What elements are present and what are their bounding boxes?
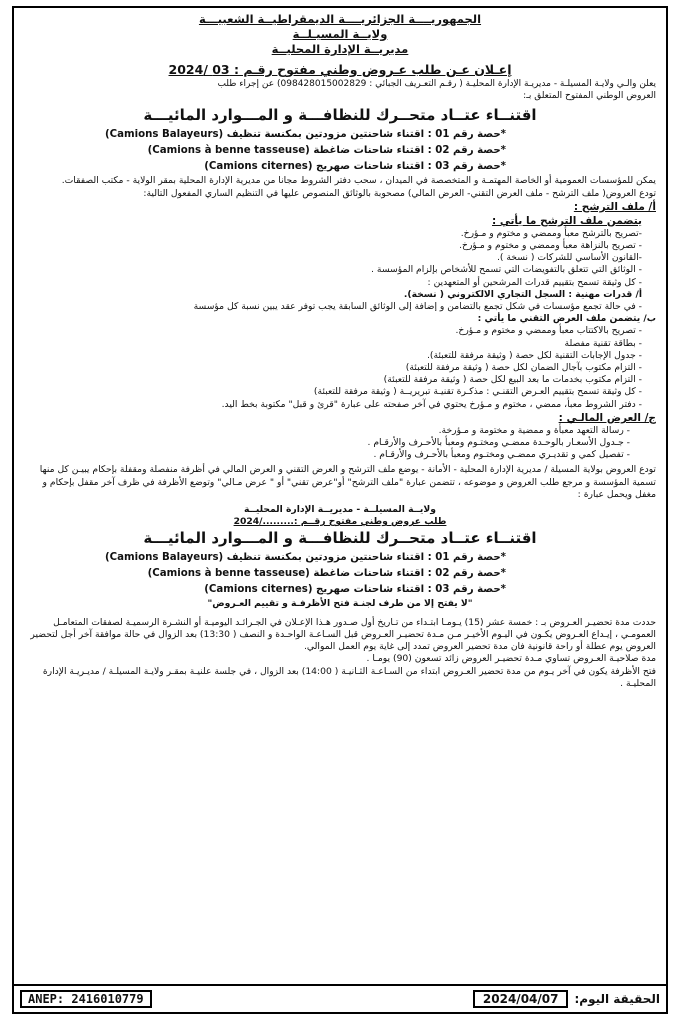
list-item: - جدول الإجابات التقنية لكل حصة ( وثيقة مرفقة للتعبئة). bbox=[426, 349, 642, 361]
list-item: - الوثائق التي تتعلق بالتفويضات التي تسمح للأشخاص بإلزام المؤسسة . bbox=[371, 264, 642, 276]
anep-reference: ANEP: 2416010779 bbox=[20, 990, 152, 1008]
section-a-heading: أ/ ملف الترشح : bbox=[573, 200, 656, 213]
list-item: - التزام مكتوب بآجال الضمان لكل حصة ( وثيقة مرفقة للتعبئة) bbox=[405, 362, 642, 374]
lot-item: *حصة رقم 03 : اقتناء شاحنات صهريج (Camions citernes) bbox=[204, 584, 506, 596]
list-item: - جـدول الأسعـار بالوحـدة ممضـي ومختـوم ومعبأ بالأحـرف والأرقـام . bbox=[367, 437, 630, 449]
section-a-list bbox=[24, 228, 656, 313]
publication-date bbox=[473, 990, 660, 1008]
lot-item: *حصة رقم 01 : اقتناء شاحنتين مزودتين بمكنسة تنظيف (Camions Balayeurs) bbox=[104, 129, 506, 141]
date-value: 2024/04/07 bbox=[473, 990, 569, 1008]
list-item: - تصريح بالنزاهة معبأ وممضي و مختوم و مـؤرخ. bbox=[459, 240, 642, 252]
date-label: الحقيقة اليوم: bbox=[574, 991, 660, 1006]
list-item: - في حالة تجمع مؤسسات في شكل تجمع بالتضامن و إضافة إلى الوثائق السابقة يجب توفر عقد يبين نسبة كل مؤسسة bbox=[193, 301, 642, 313]
envelope-subject: اقتنــاء عتــاد متحــرك للنظافـــة و المـــوارد المائيـــة bbox=[143, 529, 537, 548]
subject-title: اقتنــاء عتــاد متحــرك للنظافـــة و المـــوارد المائيـــة bbox=[143, 106, 537, 125]
paragraph-validity: مدة صلاحيـة العـروض تساوي مـدة تحضيـر العروض زائد تسعون (90) يومـا . bbox=[366, 653, 656, 665]
intro-line-1: يعلن والـي ولايـة المسيلـة - مديريـة الإدارة المحليـة ( رقـم التعـريف الجبائي : 098428015002829) عن إجراء طلب bbox=[217, 79, 656, 89]
section-b-list bbox=[24, 325, 656, 410]
announcement-title: إعـلان عـن طلب عـروض وطني مفتوح رقـم : 03 /2024 bbox=[168, 62, 512, 77]
section-c-list bbox=[24, 425, 656, 462]
paragraph-envelopes: تودع العروض بولاية المسيلة / مديرية الإدارة المحلية - الأمانة - يوضع ملف الترشح و العرض التقني و العرض المالي في أظرفة منفصلة ومقفلة بإحكام يبيـن كل منها تسمية المؤسسة و مرجع طلب العروض و موضوعه ، تتضمن عبارة "ملف الترشح" أو"عرض تقني" أو " عرض مـالي" وتوضع الأظرفة في ظرف آخر مقفل بإحكام و مغفل ويحمل عبارة : bbox=[39, 464, 656, 500]
paragraph-withdraw: يمكن للمؤسسات العمومية أو الخاصة المهتمـة و المتخصصة في الميدان ، سحب دفتر الشروط مجانا من مديرية الإدارة المحلية بمقر الولاية - مكتب الصفقات. bbox=[61, 175, 656, 187]
list-item: - بطاقة تقنية مفصلة bbox=[564, 337, 642, 349]
section-b-heading: ب/ يتضمن ملف العرض التقني ما يأتي : bbox=[477, 313, 656, 325]
footer bbox=[14, 984, 666, 1012]
paragraph-opening: فتح الأظرفة يكون في آخر يـوم من مدة تحضير العـروض ابتداء من السـاعـة الثـانيـة ( 14:00) بعد الزوال ، في جلسة علنيـة بمقـر ولايـة المسيلـة / مديـريـة الإدارة المحليـة . bbox=[42, 665, 656, 689]
list-item: - كل وثيقة تسمح بتقييم قدرات المرشحين أو المتعهدين : bbox=[427, 276, 642, 288]
lot-item: *حصة رقم 01 : اقتناء شاحنتين مزودتين بمكنسة تنظيف (Camions Balayeurs) bbox=[104, 552, 506, 564]
list-item: - كل وثيقة تسمح بتقييم العـرض التقنـي : مذكـرة تقنيـة تبريريــة ( وثيقة مرفقة للتعبئة) bbox=[313, 386, 642, 398]
lots-list bbox=[24, 127, 656, 175]
envelope-line-2: طلب عروض وطني مفتوح رقــم :........./2024 bbox=[233, 516, 447, 528]
header-wilaya: ولايــة المسيـلــة bbox=[292, 27, 388, 41]
section-c-heading: ج/ العرض المالـي : bbox=[558, 411, 656, 424]
lot-item: *حصة رقم 02 : اقتناء شاحنات ضاغطة (Camions à benne tasseuse) bbox=[147, 145, 506, 157]
header-republic: الجمهوريــــة الجزائريــــة الديمقراطيــة الشعبيـــة bbox=[198, 12, 482, 26]
list-item: - رسالة التعهد معبأة و ممضية و مختومة و مـؤرخة. bbox=[438, 424, 630, 436]
envelope-notice: "لا يفتح إلا من طرف لجنـة فتح الأظرفـة و تقييم العـروض" bbox=[207, 598, 473, 610]
list-item: - تفصيل كمي و تقديـري ممضـي ومختـوم ومعبأ بالأحـرف والأرقـام . bbox=[373, 449, 630, 461]
paragraph-deposit: تودع العروض( ملف الترشح - ملف العرض التقني- العرض المالي) مصحوبة بالوثائق المنصوص عليها في التنظيم الساري المفعول التالية: bbox=[143, 187, 656, 199]
list-item: -القانون الأساسي للشركات ( نسخة ). bbox=[496, 252, 642, 264]
list-item: -تصريح بالترشح معبأ وممضي و مختوم و مـؤرخ. bbox=[460, 227, 642, 239]
lot-item: *حصة رقم 03 : اقتناء شاحنات صهريج (Camions citernes) bbox=[204, 161, 506, 173]
lot-item: *حصة رقم 02 : اقتناء شاحنات ضاغطة (Camions à benne tasseuse) bbox=[147, 568, 506, 580]
envelope-line-1: ولايــة المسيلــة - مديريــة الإدارة المحليــة bbox=[244, 504, 436, 516]
intro-line-2: العروض الوطني المفتوح المتعلق بـ: bbox=[523, 91, 656, 102]
section-a-subheading: يتضمن ملف الترشح ما يأتي : bbox=[492, 214, 642, 227]
envelope-lots-list bbox=[24, 550, 656, 598]
header-directorate: مديريــة الإدارة المحليــة bbox=[271, 42, 409, 56]
list-item: - التزام مكتوب بخدمات ما بعد البيع لكل حصة ( وثيقة مرفقة للتعبئة) bbox=[383, 374, 642, 386]
paragraph-deadline: حددت مدة تحضيـر العـروض بـ : خمسة عشر (15) يـومـا ابتـداء من تـاريخ أول صـدور هـذا الإعـلان في الجـرائـد اليوميـة أو النشـرة الرسميـة لصفقات المتعامـل العمومـي ، إيـداع العـروض يكـون في اليـوم الأخيـر مـن مـدة تحضيـر العـروض قبل السـاعـة الواحـدة و النصف ( 13:30) بعد الزوال في حالة موافقة آخر أجل لتحضير العروض يوم عطلة أو راحة قانونية فان مدة تحضير العروض تمدد إلى غاية يوم العمل الموالي. bbox=[30, 616, 656, 653]
list-item: أ/ قدرات مهنية : السجل التجاري الالكتروني ( نسخة). bbox=[403, 288, 642, 300]
list-item: - تصريح بالاكتتاب معبأ وممضي و مختوم و مـؤرخ. bbox=[455, 325, 642, 337]
list-item: - دفتر الشروط معبأ، ممضي ، مختوم و مـؤرخ يحتوي في آخر صفحته على عبارة "قرئ و قبل" مكتوبة بخط اليد. bbox=[221, 398, 642, 410]
announcement-page bbox=[12, 6, 668, 1014]
